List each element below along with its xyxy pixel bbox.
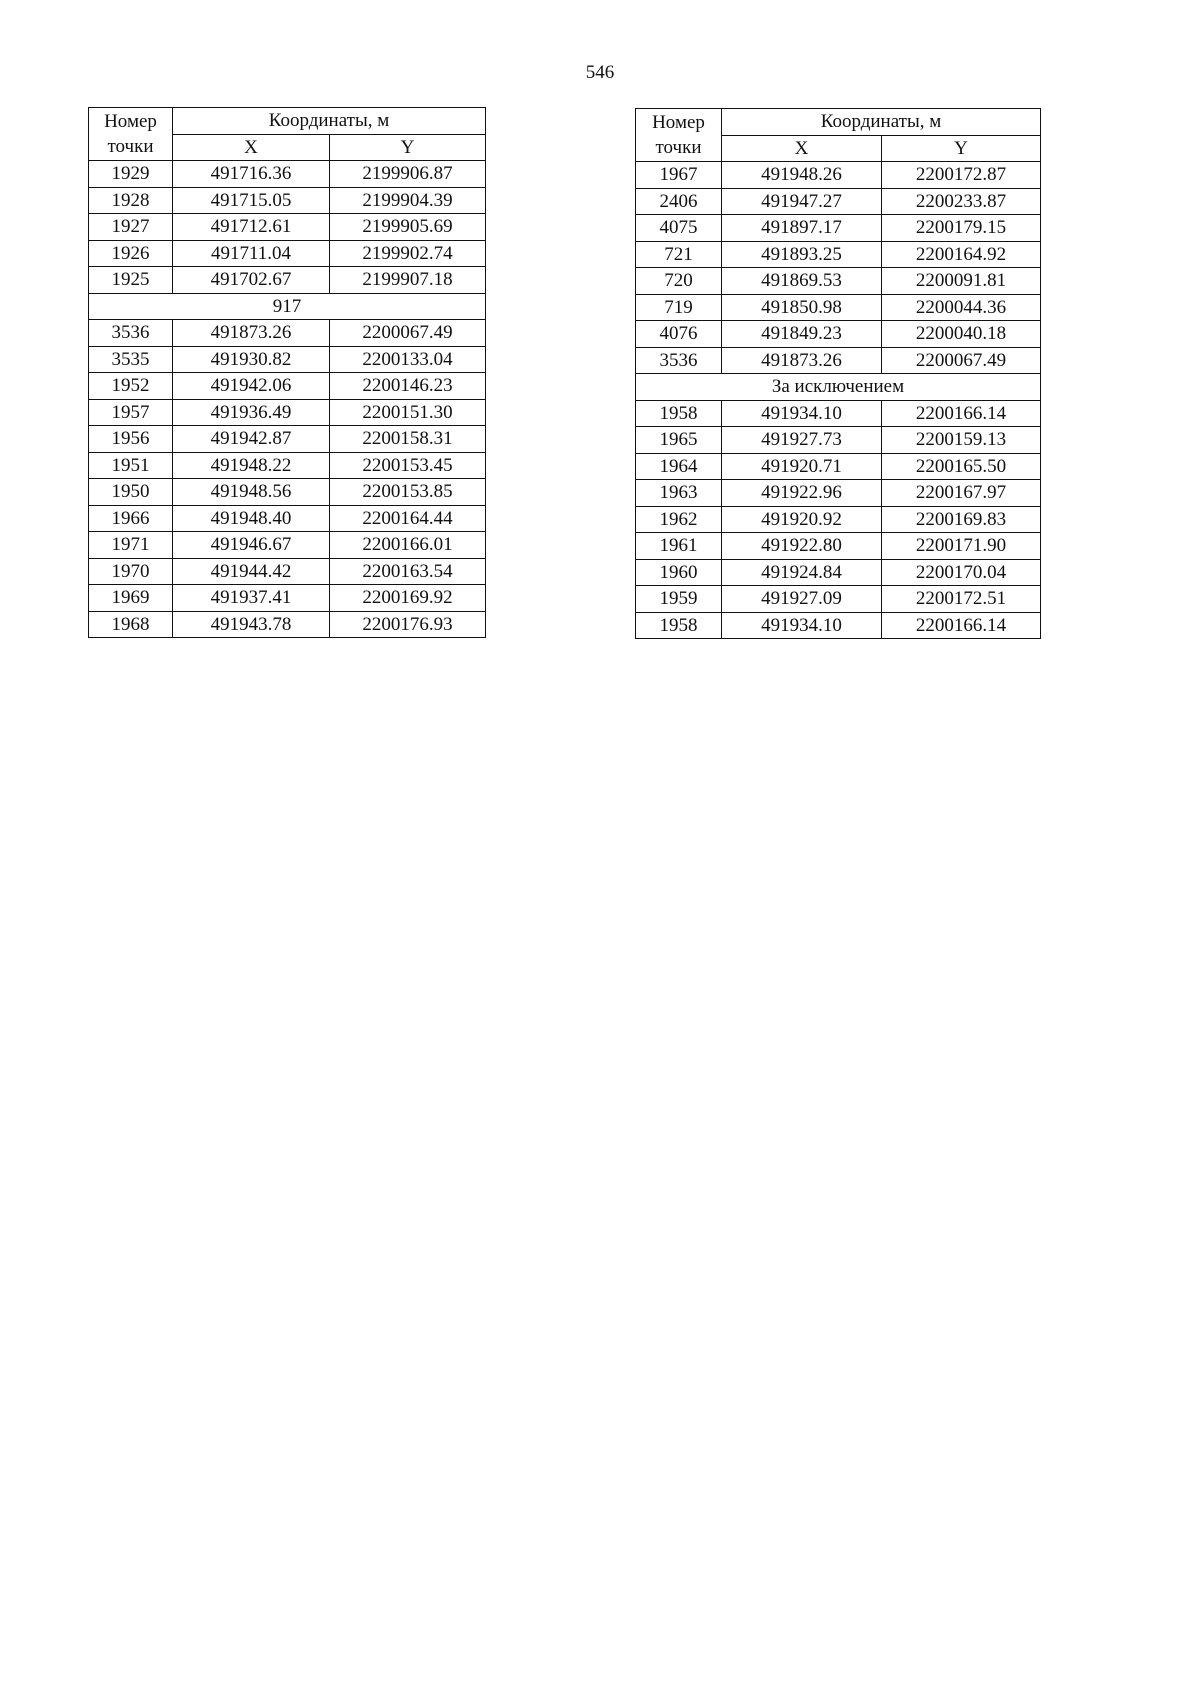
point-number-cell: 1926 [89, 240, 173, 267]
point-number-cell: 1961 [636, 533, 722, 560]
y-coordinate-cell: 2200166.14 [882, 400, 1041, 427]
table-row [89, 452, 486, 479]
point-number-header-line1: Номер [652, 112, 705, 133]
y-header: Y [330, 134, 486, 161]
x-coordinate-cell: 491893.25 [722, 241, 882, 268]
point-number-cell: 1950 [89, 479, 173, 506]
table-row [636, 427, 1041, 454]
y-coordinate-cell: 2199906.87 [330, 161, 486, 188]
point-number-header-line1: Номер [104, 111, 157, 132]
table-row [89, 611, 486, 638]
y-coordinate-cell: 2200233.87 [882, 188, 1041, 215]
y-coordinate-cell: 2199902.74 [330, 240, 486, 267]
x-coordinate-cell: 491937.41 [173, 585, 330, 612]
x-coordinate-cell: 491715.05 [173, 187, 330, 214]
y-header: Y [882, 135, 1041, 162]
x-coordinate-cell: 491897.17 [722, 215, 882, 242]
x-coordinate-cell: 491927.73 [722, 427, 882, 454]
x-coordinate-cell: 491948.56 [173, 479, 330, 506]
point-number-cell: 1929 [89, 161, 173, 188]
table-row [89, 558, 486, 585]
x-header: X [722, 135, 882, 162]
section-row [89, 293, 486, 320]
x-coordinate-cell: 491936.49 [173, 399, 330, 426]
y-coordinate-cell: 2200176.93 [330, 611, 486, 638]
x-coordinate-cell: 491934.10 [722, 612, 882, 639]
x-coordinate-cell: 491702.67 [173, 267, 330, 294]
x-coordinate-cell: 491948.22 [173, 452, 330, 479]
x-header: X [173, 134, 330, 161]
table-row [636, 268, 1041, 295]
point-number-cell: 1927 [89, 214, 173, 241]
y-coordinate-cell: 2200165.50 [882, 453, 1041, 480]
y-coordinate-cell: 2200158.31 [330, 426, 486, 453]
y-coordinate-cell: 2200159.13 [882, 427, 1041, 454]
y-coordinate-cell: 2200044.36 [882, 294, 1041, 321]
point-number-cell: 1956 [89, 426, 173, 453]
x-coordinate-cell: 491711.04 [173, 240, 330, 267]
table-row [636, 453, 1041, 480]
y-coordinate-cell: 2200166.01 [330, 532, 486, 559]
table-row [89, 426, 486, 453]
x-coordinate-cell: 491920.92 [722, 506, 882, 533]
x-coordinate-cell: 491946.67 [173, 532, 330, 559]
table-row [89, 214, 486, 241]
table-row [89, 399, 486, 426]
point-number-cell: 1964 [636, 453, 722, 480]
page-number: 546 [585, 62, 615, 83]
point-number-cell: 1951 [89, 452, 173, 479]
y-coordinate-cell: 2200172.87 [882, 162, 1041, 189]
y-coordinate-cell: 2199907.18 [330, 267, 486, 294]
table-row [636, 215, 1041, 242]
point-number-cell: 1963 [636, 480, 722, 507]
table-row [636, 480, 1041, 507]
point-number-cell: 719 [636, 294, 722, 321]
x-coordinate-cell: 491850.98 [722, 294, 882, 321]
coordinates-header: Координаты, м [722, 109, 1041, 136]
table-row [89, 373, 486, 400]
y-coordinate-cell: 2200146.23 [330, 373, 486, 400]
x-coordinate-cell: 491712.61 [173, 214, 330, 241]
point-number-cell: 3536 [89, 320, 173, 347]
x-coordinate-cell: 491873.26 [722, 347, 882, 374]
table-row [636, 162, 1041, 189]
table-body [636, 162, 1041, 639]
point-number-cell: 4075 [636, 215, 722, 242]
point-number-cell: 1965 [636, 427, 722, 454]
point-number-cell: 1960 [636, 559, 722, 586]
table-row [636, 321, 1041, 348]
y-coordinate-cell: 2200172.51 [882, 586, 1041, 613]
point-number-cell: 1952 [89, 373, 173, 400]
x-coordinate-cell: 491873.26 [173, 320, 330, 347]
point-number-cell: 720 [636, 268, 722, 295]
coordinates-header: Координаты, м [173, 108, 486, 135]
table-row [89, 479, 486, 506]
x-coordinate-cell: 491930.82 [173, 346, 330, 373]
point-number-cell: 1968 [89, 611, 173, 638]
y-coordinate-cell: 2200067.49 [882, 347, 1041, 374]
x-coordinate-cell: 491924.84 [722, 559, 882, 586]
x-coordinate-cell: 491920.71 [722, 453, 882, 480]
table-row [636, 612, 1041, 639]
y-coordinate-cell: 2200153.45 [330, 452, 486, 479]
table-row [636, 586, 1041, 613]
table-row [636, 188, 1041, 215]
x-coordinate-cell: 491944.42 [173, 558, 330, 585]
point-number-header [89, 108, 173, 161]
x-coordinate-cell: 491934.10 [722, 400, 882, 427]
y-coordinate-cell: 2200169.83 [882, 506, 1041, 533]
point-number-header-line2: точки [655, 137, 702, 158]
x-coordinate-cell: 491849.23 [722, 321, 882, 348]
point-number-cell: 3535 [89, 346, 173, 373]
y-coordinate-cell: 2200164.92 [882, 241, 1041, 268]
y-coordinate-cell: 2200133.04 [330, 346, 486, 373]
y-coordinate-cell: 2200091.81 [882, 268, 1041, 295]
point-number-cell: 1970 [89, 558, 173, 585]
table-row [89, 320, 486, 347]
point-number-cell: 1959 [636, 586, 722, 613]
point-number-cell: 1928 [89, 187, 173, 214]
x-coordinate-cell: 491869.53 [722, 268, 882, 295]
y-coordinate-cell: 2200167.97 [882, 480, 1041, 507]
table-row [89, 505, 486, 532]
y-coordinate-cell: 2200179.15 [882, 215, 1041, 242]
y-coordinate-cell: 2200153.85 [330, 479, 486, 506]
table-row [636, 559, 1041, 586]
section-label: За исключением [636, 374, 1041, 401]
x-coordinate-cell: 491942.87 [173, 426, 330, 453]
point-number-cell: 1969 [89, 585, 173, 612]
table-row [636, 400, 1041, 427]
y-coordinate-cell: 2199905.69 [330, 214, 486, 241]
x-coordinate-cell: 491716.36 [173, 161, 330, 188]
point-number-cell: 4076 [636, 321, 722, 348]
table-row [89, 585, 486, 612]
point-number-cell: 721 [636, 241, 722, 268]
point-number-cell: 1958 [636, 400, 722, 427]
point-number-header-line2: точки [107, 136, 154, 157]
x-coordinate-cell: 491927.09 [722, 586, 882, 613]
point-number-cell: 1966 [89, 505, 173, 532]
section-label: 917 [89, 293, 486, 320]
point-number-cell: 1967 [636, 162, 722, 189]
x-coordinate-cell: 491948.40 [173, 505, 330, 532]
x-coordinate-cell: 491947.27 [722, 188, 882, 215]
x-coordinate-cell: 491922.80 [722, 533, 882, 560]
point-number-cell: 1958 [636, 612, 722, 639]
y-coordinate-cell: 2200067.49 [330, 320, 486, 347]
table-row [89, 532, 486, 559]
point-number-cell: 2406 [636, 188, 722, 215]
table-row [89, 346, 486, 373]
point-number-cell: 1957 [89, 399, 173, 426]
table-row [89, 187, 486, 214]
y-coordinate-cell: 2200164.44 [330, 505, 486, 532]
point-number-header [636, 109, 722, 162]
table-row [636, 533, 1041, 560]
x-coordinate-cell: 491922.96 [722, 480, 882, 507]
y-coordinate-cell: 2200040.18 [882, 321, 1041, 348]
x-coordinate-cell: 491948.26 [722, 162, 882, 189]
y-coordinate-cell: 2200171.90 [882, 533, 1041, 560]
y-coordinate-cell: 2200163.54 [330, 558, 486, 585]
y-coordinate-cell: 2200170.04 [882, 559, 1041, 586]
table-row [636, 294, 1041, 321]
coordinates-table-left [88, 107, 486, 638]
table-row [636, 241, 1041, 268]
point-number-cell: 1962 [636, 506, 722, 533]
y-coordinate-cell: 2200166.14 [882, 612, 1041, 639]
y-coordinate-cell: 2200169.92 [330, 585, 486, 612]
table-body [89, 161, 486, 638]
table-row [636, 347, 1041, 374]
x-coordinate-cell: 491942.06 [173, 373, 330, 400]
point-number-cell: 1925 [89, 267, 173, 294]
table-row [89, 267, 486, 294]
point-number-cell: 1971 [89, 532, 173, 559]
section-row [636, 374, 1041, 401]
coordinates-table-right [635, 108, 1041, 639]
table-row [89, 240, 486, 267]
y-coordinate-cell: 2199904.39 [330, 187, 486, 214]
table-row [89, 161, 486, 188]
table-row [636, 506, 1041, 533]
y-coordinate-cell: 2200151.30 [330, 399, 486, 426]
x-coordinate-cell: 491943.78 [173, 611, 330, 638]
point-number-cell: 3536 [636, 347, 722, 374]
